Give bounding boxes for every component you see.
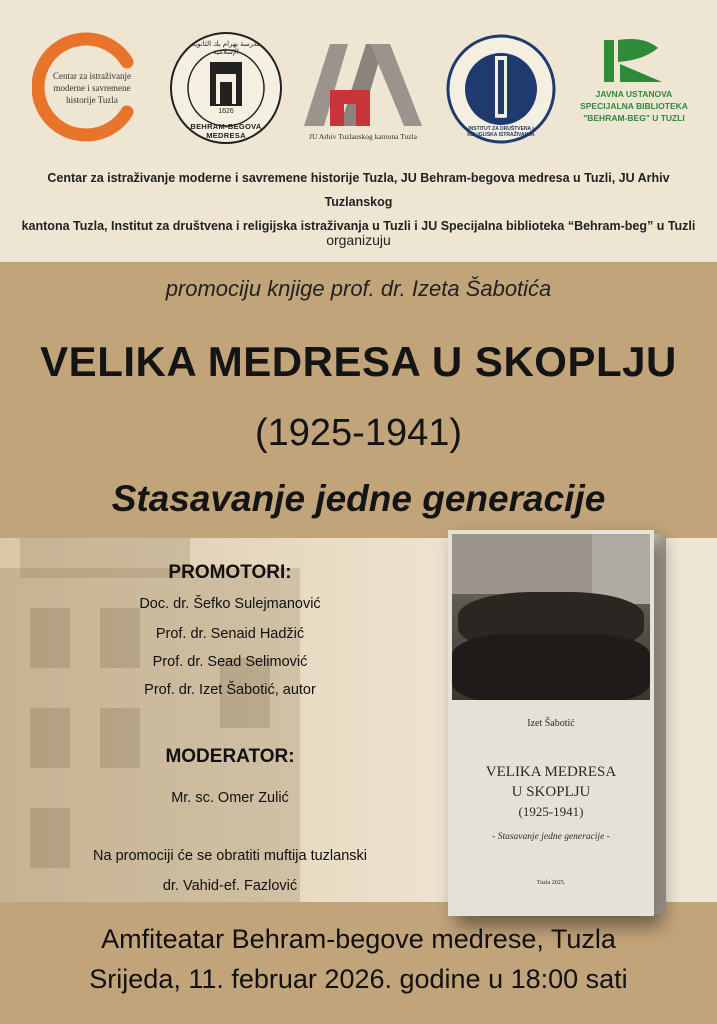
promotor-2: Prof. dr. Senaid Hadžić	[155, 626, 305, 642]
book-cover-years: (1925-1941)	[518, 804, 584, 819]
medresa-seal-logo	[168, 30, 284, 146]
moderator-name: Mr. sc. Omer Zulić	[171, 790, 289, 806]
moderator-heading: MODERATOR:	[165, 746, 295, 767]
institut-year: 2017	[494, 118, 508, 124]
promotori-heading: PROMOTORI:	[168, 562, 292, 583]
biblioteka-logo	[574, 36, 694, 150]
mufti-line-1: Na promociji će se obratiti muftija tuzlanski	[93, 848, 367, 864]
book-cover-title-1: VELIKA MEDRESA	[485, 764, 617, 780]
book-spine	[654, 534, 666, 914]
book-cover-title-2: U SKOPLJU	[511, 784, 591, 800]
promo-line: promociju knjige prof. dr. Izeta Šabotića	[165, 276, 552, 301]
centar-text-3: historije Tuzla	[66, 95, 118, 105]
book-title: VELIKA MEDRESA U SKOPLJU	[40, 338, 677, 385]
footer-band	[0, 902, 717, 1024]
book-subtitle: Stasavanje jedne generacije	[111, 478, 606, 519]
book-author: Izet Šabotić	[527, 718, 575, 729]
promotor-3: Prof. dr. Sead Selimović	[152, 654, 308, 670]
biblioteka-line-3: "BEHRAM-BEG" U TUZLI	[583, 113, 685, 123]
promotor-4: Prof. dr. Izet Šabotić, autor	[144, 682, 316, 698]
date-text: Srijeda, 11. februar 2026. godine u 18:00 sati	[89, 964, 628, 994]
book-years: (1925-1941)	[254, 412, 463, 454]
book-cover-place: Tuzla 2025.	[536, 880, 566, 886]
centar-text-2: moderne i savremene	[53, 83, 131, 93]
institut-ring-text: INSTITUT ZA DRUŠTVENA I RELIGIJSKA ISTRAŽIVANJA	[467, 126, 535, 138]
organizers-line-2: kantona Tuzla, Institut za društvena i religijska istraživanja u Tuzli i JU Specijalna biblioteka “Behram-beg” u Tuzli	[21, 219, 696, 233]
biblioteka-line-1: JAVNA USTANOVA	[595, 89, 673, 99]
venue-text: Amfiteatar Behram-begove medrese, Tuzla	[101, 924, 616, 954]
medresa-year: 1626	[218, 108, 234, 115]
arhiv-caption: JU Arhiv Tuzlanskog kantona Tuzla	[309, 132, 417, 141]
centar-text-1: Centar za istraživanje	[53, 71, 131, 81]
institut-logo	[446, 34, 556, 144]
centar-logo	[32, 32, 142, 142]
mufti-line-2: dr. Vahid-ef. Fazlović	[162, 878, 298, 894]
organizers-text	[20, 166, 697, 238]
book-cover-subtitle: - Stasavanje jedne generacije -	[492, 832, 610, 842]
biblioteka-line-2: SPECIJALNA BIBLIOTEKA	[580, 101, 688, 111]
medresa-arabic: مدرسة بهرام بك الثانوية الإسلامية	[191, 41, 261, 56]
arhiv-logo	[300, 40, 426, 150]
organizers-line-1: Centar za istraživanje moderne i savremene historije Tuzla, JU Behram-begova medresa u Tuzli, JU Arhiv Tuzlanskog	[47, 171, 670, 209]
promotor-1: Doc. dr. Šefko Sulejmanović	[139, 596, 321, 612]
book-cover-photo	[452, 534, 650, 700]
book-cover	[448, 530, 654, 916]
medresa-ring-text: BEHRAM-BEGOVA MEDRESA	[190, 122, 262, 140]
organizuju-text: organizuju	[326, 232, 391, 248]
